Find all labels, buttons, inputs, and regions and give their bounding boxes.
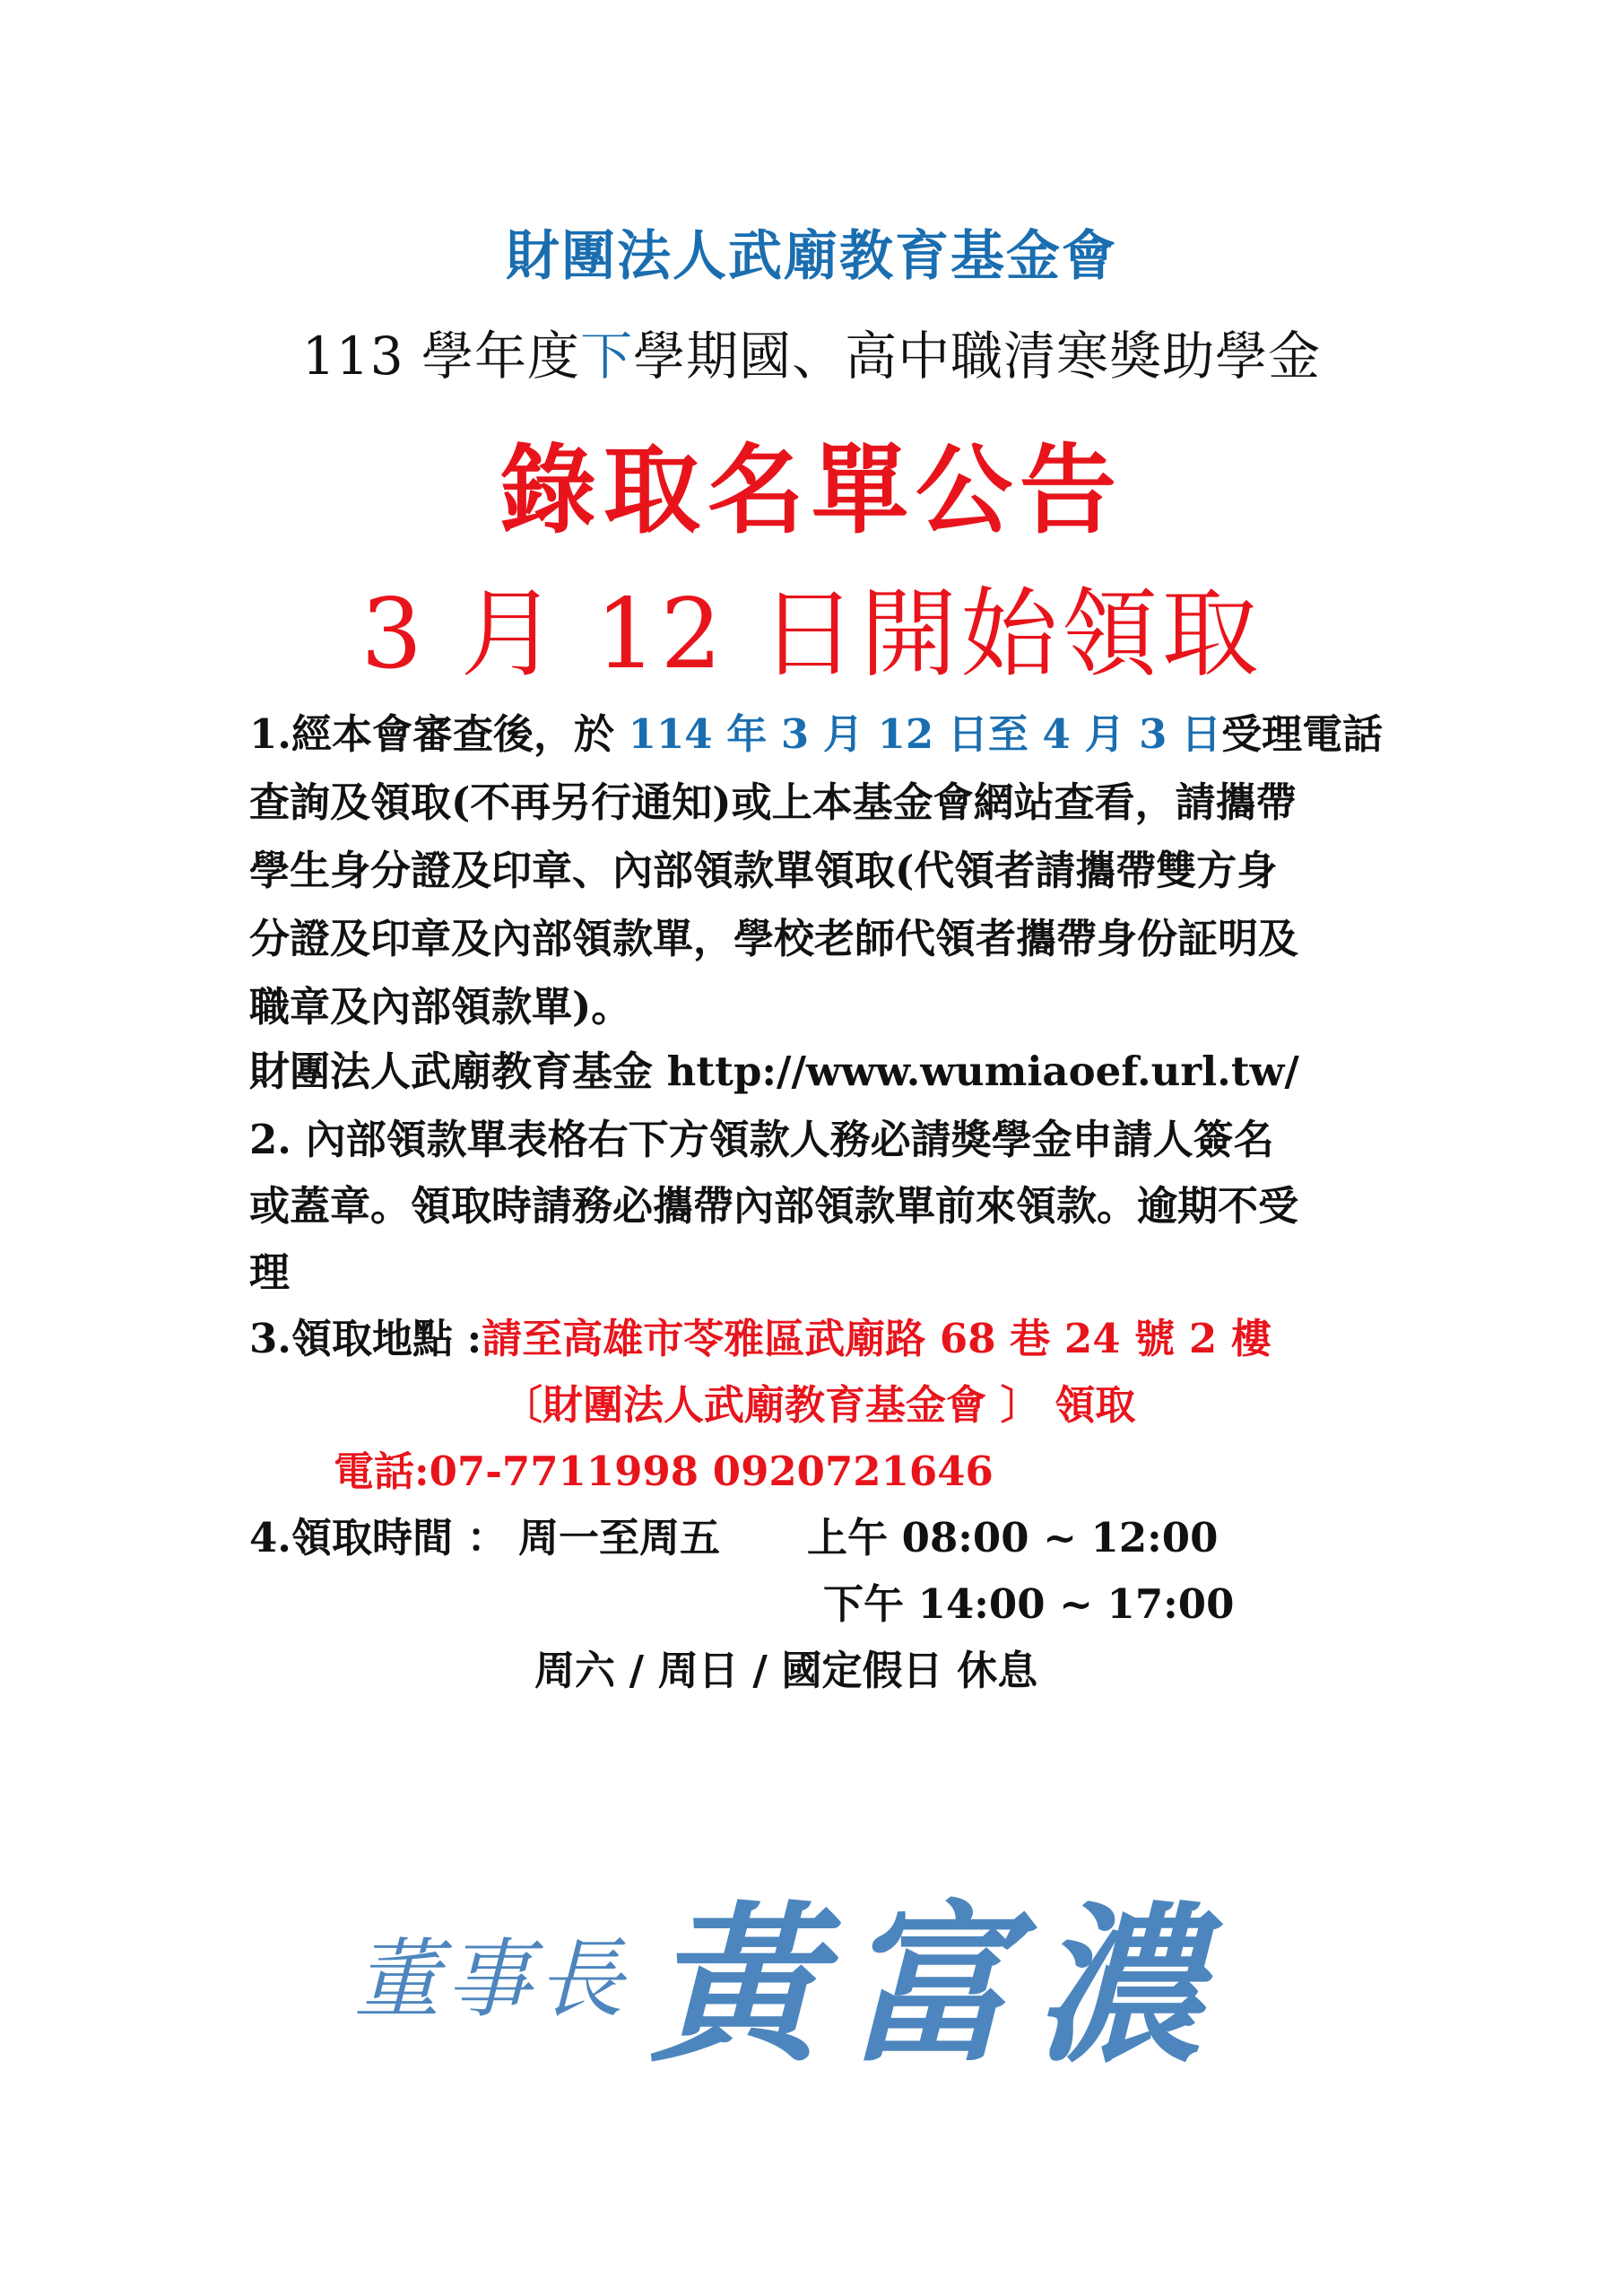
subtitle: [0, 314, 1623, 389]
afternoon-hours: 下午 14:00 ~ 17:00: [823, 1580, 1235, 1628]
svg-text:董事長: 董事長: [354, 1929, 629, 2030]
item1-dates: 114 年 3 月 12 日至 4 月 3 日: [628, 710, 1222, 758]
item1-line1: [249, 701, 1383, 760]
location-place: 〔財團法人武廟教育基金會 〕 領取: [502, 1381, 1136, 1429]
item1-line3: 學生身分證及印章、內部領款單領取(代領者請攜帶雙方身: [249, 847, 1278, 894]
phone-line: 電話:07-7711998 0920721646: [334, 1448, 994, 1495]
morning-hours: 上午 08:00 ~ 12:00: [807, 1514, 1219, 1561]
website-line: 財團法人武廟教育基金 http://www.wumiaoef.url.tw/: [249, 1048, 1299, 1095]
location-label: 3.領取地點 :: [249, 1315, 482, 1362]
item1-line1-c: 受理電話: [1221, 710, 1384, 758]
item1-line4: 分證及印章及內部領款單，學校老師代領者攜帶身份証明及: [249, 915, 1299, 962]
item3-line: [249, 1306, 1271, 1364]
closed-days: 周六 / 周日 / 國定假日 休息: [534, 1647, 1038, 1694]
svg-text:黃富濃: 黃富濃: [650, 1885, 1227, 2085]
item2-line1: 2. 內部領款單表格右下方領款人務必請獎學金申請人簽名: [249, 1116, 1274, 1163]
collection-start-heading: 3 月 12 日開始領取: [360, 578, 1263, 691]
location-address: 請至高雄市苓雅區武廟路 68 巷 24 號 2 樓: [482, 1315, 1271, 1362]
subtitle-post: 學期國、高中職清寒獎助學金: [633, 326, 1322, 387]
subtitle-highlight: 下: [580, 326, 634, 387]
chairman-signature: [354, 1874, 1251, 2090]
item1-line2: 查詢及領取(不再另行通知)或上本基金會網站查看，請攜帶: [249, 778, 1297, 826]
item1-line1-a: 1.經本會審查後，於: [249, 710, 629, 758]
item2-line2: 或蓋章。領取時請務必攜帶內部領款單前來領款。逾期不受: [249, 1182, 1299, 1230]
subtitle-pre: 113 學年度: [301, 326, 581, 387]
announcement-heading: 錄取名單公告: [499, 434, 1124, 547]
item1-line5: 職章及內部領款單)。: [249, 983, 632, 1031]
weekdays: 周一至周五: [518, 1514, 721, 1561]
item2-line3: 理: [249, 1248, 291, 1296]
organization-title: 財團法人武廟教育基金會: [506, 225, 1117, 288]
time-label: 4.領取時間 ：: [249, 1514, 508, 1561]
